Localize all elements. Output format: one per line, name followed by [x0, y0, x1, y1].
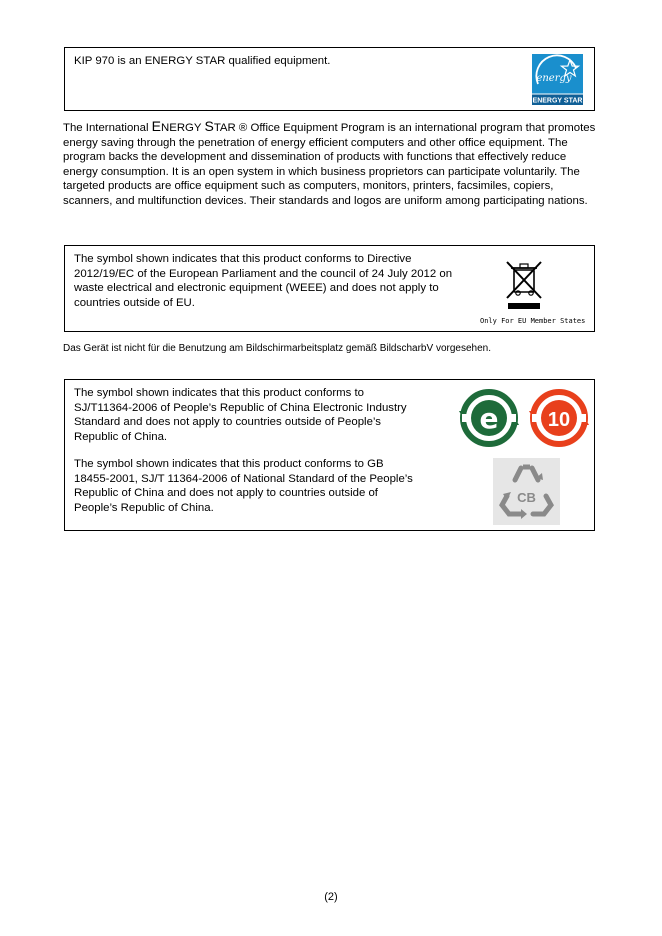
energy-star-statement: KIP 970 is an ENERGY STAR qualified equipment.: [74, 55, 331, 67]
china-statement-1: The symbol shown indicates that this product conforms to SJ/T11364-2006 of People’s Republic of China Electronic Industry Standard and does not apply to countries outside of People’s Republic of China.: [74, 387, 407, 443]
german-note: Das Gerät ist nicht für die Benutzung am Bildschirmarbeitsplatz gemäß BildscharbV vorgesehen.: [63, 343, 491, 354]
para-e-cap: E: [151, 118, 161, 134]
china-10-logo-icon: [529, 389, 589, 447]
energy-star-box: [64, 47, 595, 111]
weee-note: Only For EU Member States: [480, 317, 586, 325]
energy-star-program-paragraph: [63, 119, 599, 209]
page-number: (2): [324, 891, 338, 903]
para-rest: ® Office Equipment Program is an international program that promotes energy saving through the penetration of energy efficient computers and other office equipment. The program backs the development and dissemination of products with functions that effectively reduce energy consumption. It is an open system in which business proprietors can participate voluntarily. The targeted products are office equipment such as computers, monitors, printers, facsimiles, copiers, scanners, and multifunction devices. Their standards and logos are uniform among participating nations.: [63, 122, 596, 207]
energy-star-label: ENERGY STAR: [532, 97, 583, 105]
para-nergy: NERGY: [161, 122, 205, 134]
cb-label: CB: [517, 490, 536, 505]
para-intro: The International: [63, 122, 152, 134]
china-e-logo-icon: [459, 389, 519, 447]
crossed-bin-icon: [502, 258, 546, 311]
energy-star-script: energy: [536, 73, 572, 84]
svg-text:e: e: [479, 402, 499, 435]
para-s-cap: S: [204, 118, 214, 134]
china-statement-2: The symbol shown indicates that this product conforms to GB 18455-2001, SJ/T 11364-2006 of National Standard of the People’s Republic of China and does not apply to countries outside of People’s Republic of China.: [74, 458, 413, 514]
weee-statement: The symbol shown indicates that this product conforms to Directive 2012/19/EC of the European Parliament and the council of 24 July 2012 on waste electrical and electronic equipment (WEEE) and does not apply to countries outside of EU.: [74, 253, 453, 309]
weee-box: [64, 245, 595, 332]
cb-recycle-logo-icon: [493, 458, 560, 525]
china-10-label: 10: [547, 409, 571, 431]
para-tar: TAR: [213, 122, 236, 134]
china-box: [64, 379, 595, 531]
energy-star-logo-icon: [532, 54, 583, 105]
